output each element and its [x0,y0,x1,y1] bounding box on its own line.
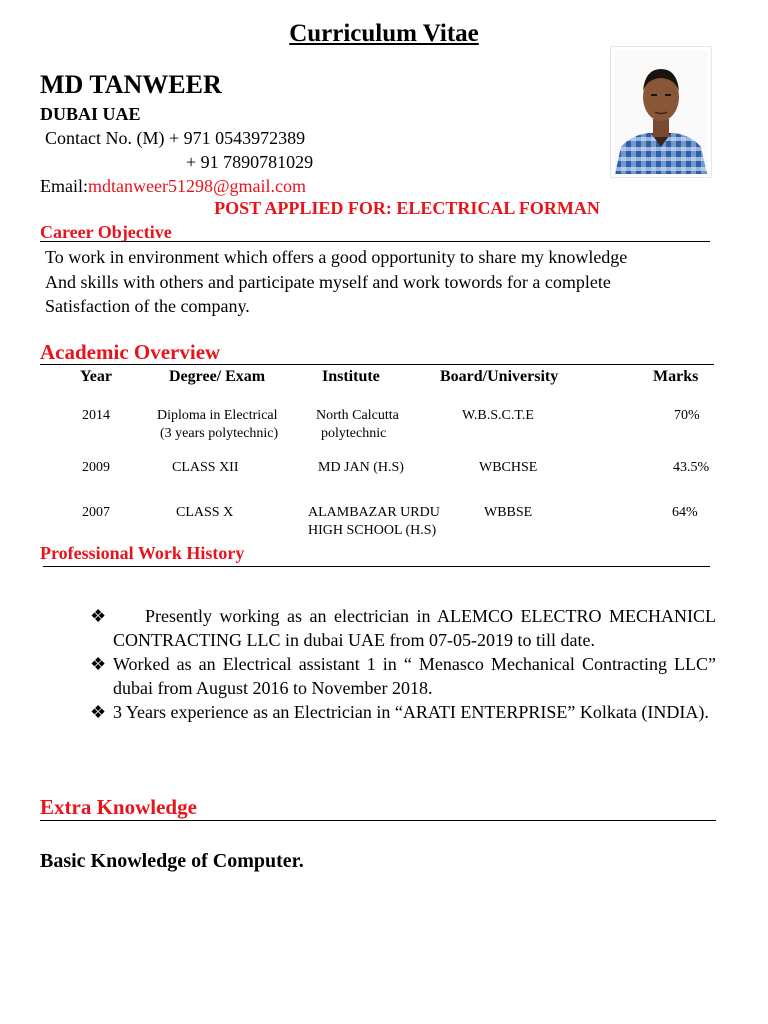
list-item [90,652,716,700]
objective-line: To work in environment which offers a good opportunity to share my knowledge [45,247,628,267]
cell-degree: (3 years polytechnic) [160,426,279,441]
candidate-name: MD TANWEER [40,70,222,99]
cell-institute: ALAMBAZAR URDU [308,505,440,520]
cell-board: WBCHSE [479,460,538,475]
diamond-bullet-icon: ❖ [90,702,107,722]
list-item-text: Presently working as an electrician in ALEMCO ELECTRO MECHANICL CONTRACTING LLC in dubai UAE from 07-05-2019 to till date. [113,606,716,650]
email-label: Email: [40,176,88,196]
objective-line: Satisfaction of the company. [45,296,250,316]
section-heading-extra-knowledge: Extra Knowledge [40,795,197,819]
contact-number: Contact No. (M) + 971 0543972389 [45,128,306,148]
email-link[interactable]: mdtanweer51298@gmail.com [88,176,307,196]
column-header-institute: Institute [322,368,380,385]
column-header-year: Year [80,368,112,385]
section-rule [40,820,716,821]
extra-knowledge-item: Basic Knowledge of Computer. [40,850,304,872]
cell-institute: North Calcutta [316,408,399,423]
cell-institute: polytechnic [321,426,387,441]
cell-marks: 70% [674,408,700,423]
column-header-marks: Marks [653,368,699,385]
list-item-text: Worked as an Electrical assistant 1 in “ Menasco Mechanical Contracting LLC” dubai from August 2016 to November 2018. [113,654,716,698]
cell-board: W.B.S.C.T.E [462,408,534,423]
diamond-bullet-icon: ❖ [90,654,107,674]
post-applied: POST APPLIED FOR: ELECTRICAL FORMAN [214,198,600,218]
diamond-bullet-icon: ❖ [90,606,107,626]
objective-line: And skills with others and participate myself and work towords for a complete [45,271,611,292]
profile-photo [610,46,712,178]
cell-year: 2009 [82,460,110,475]
document-title: Curriculum Vitae [289,20,479,47]
section-heading-academic: Academic Overview [40,340,221,364]
section-rule [40,364,714,365]
cell-institute: HIGH SCHOOL (H.S) [308,523,437,538]
section-heading-career-objective: Career Objective [40,222,172,242]
list-item [90,700,716,724]
cell-degree: Diploma in Electrical [157,408,278,423]
section-heading-work-history: Professional Work History [40,543,245,563]
section-rule [43,566,710,567]
section-rule [40,241,710,242]
list-item-text: 3 Years experience as an Electrician in “ARATI ENTERPRISE” Kolkata (INDIA). [113,702,709,722]
work-history-list [90,604,716,724]
column-header-degree: Degree/ Exam [169,368,266,385]
cell-board: WBBSE [484,505,533,520]
person-photo-icon [611,47,711,177]
contact-number-alt: + 91 7890781029 [186,152,314,172]
career-objective-text [45,245,725,319]
email-row [40,176,306,197]
cell-year: 2007 [82,505,110,520]
cell-institute: MD JAN (H.S) [318,460,404,475]
cell-year: 2014 [82,408,110,423]
cell-degree: CLASS X [176,505,234,520]
cell-marks: 43.5% [673,460,710,475]
candidate-location: DUBAI UAE [40,104,141,124]
column-header-board: Board/University [440,368,559,385]
list-item [90,604,716,652]
cell-marks: 64% [672,505,698,520]
cell-degree: CLASS XII [172,460,239,475]
